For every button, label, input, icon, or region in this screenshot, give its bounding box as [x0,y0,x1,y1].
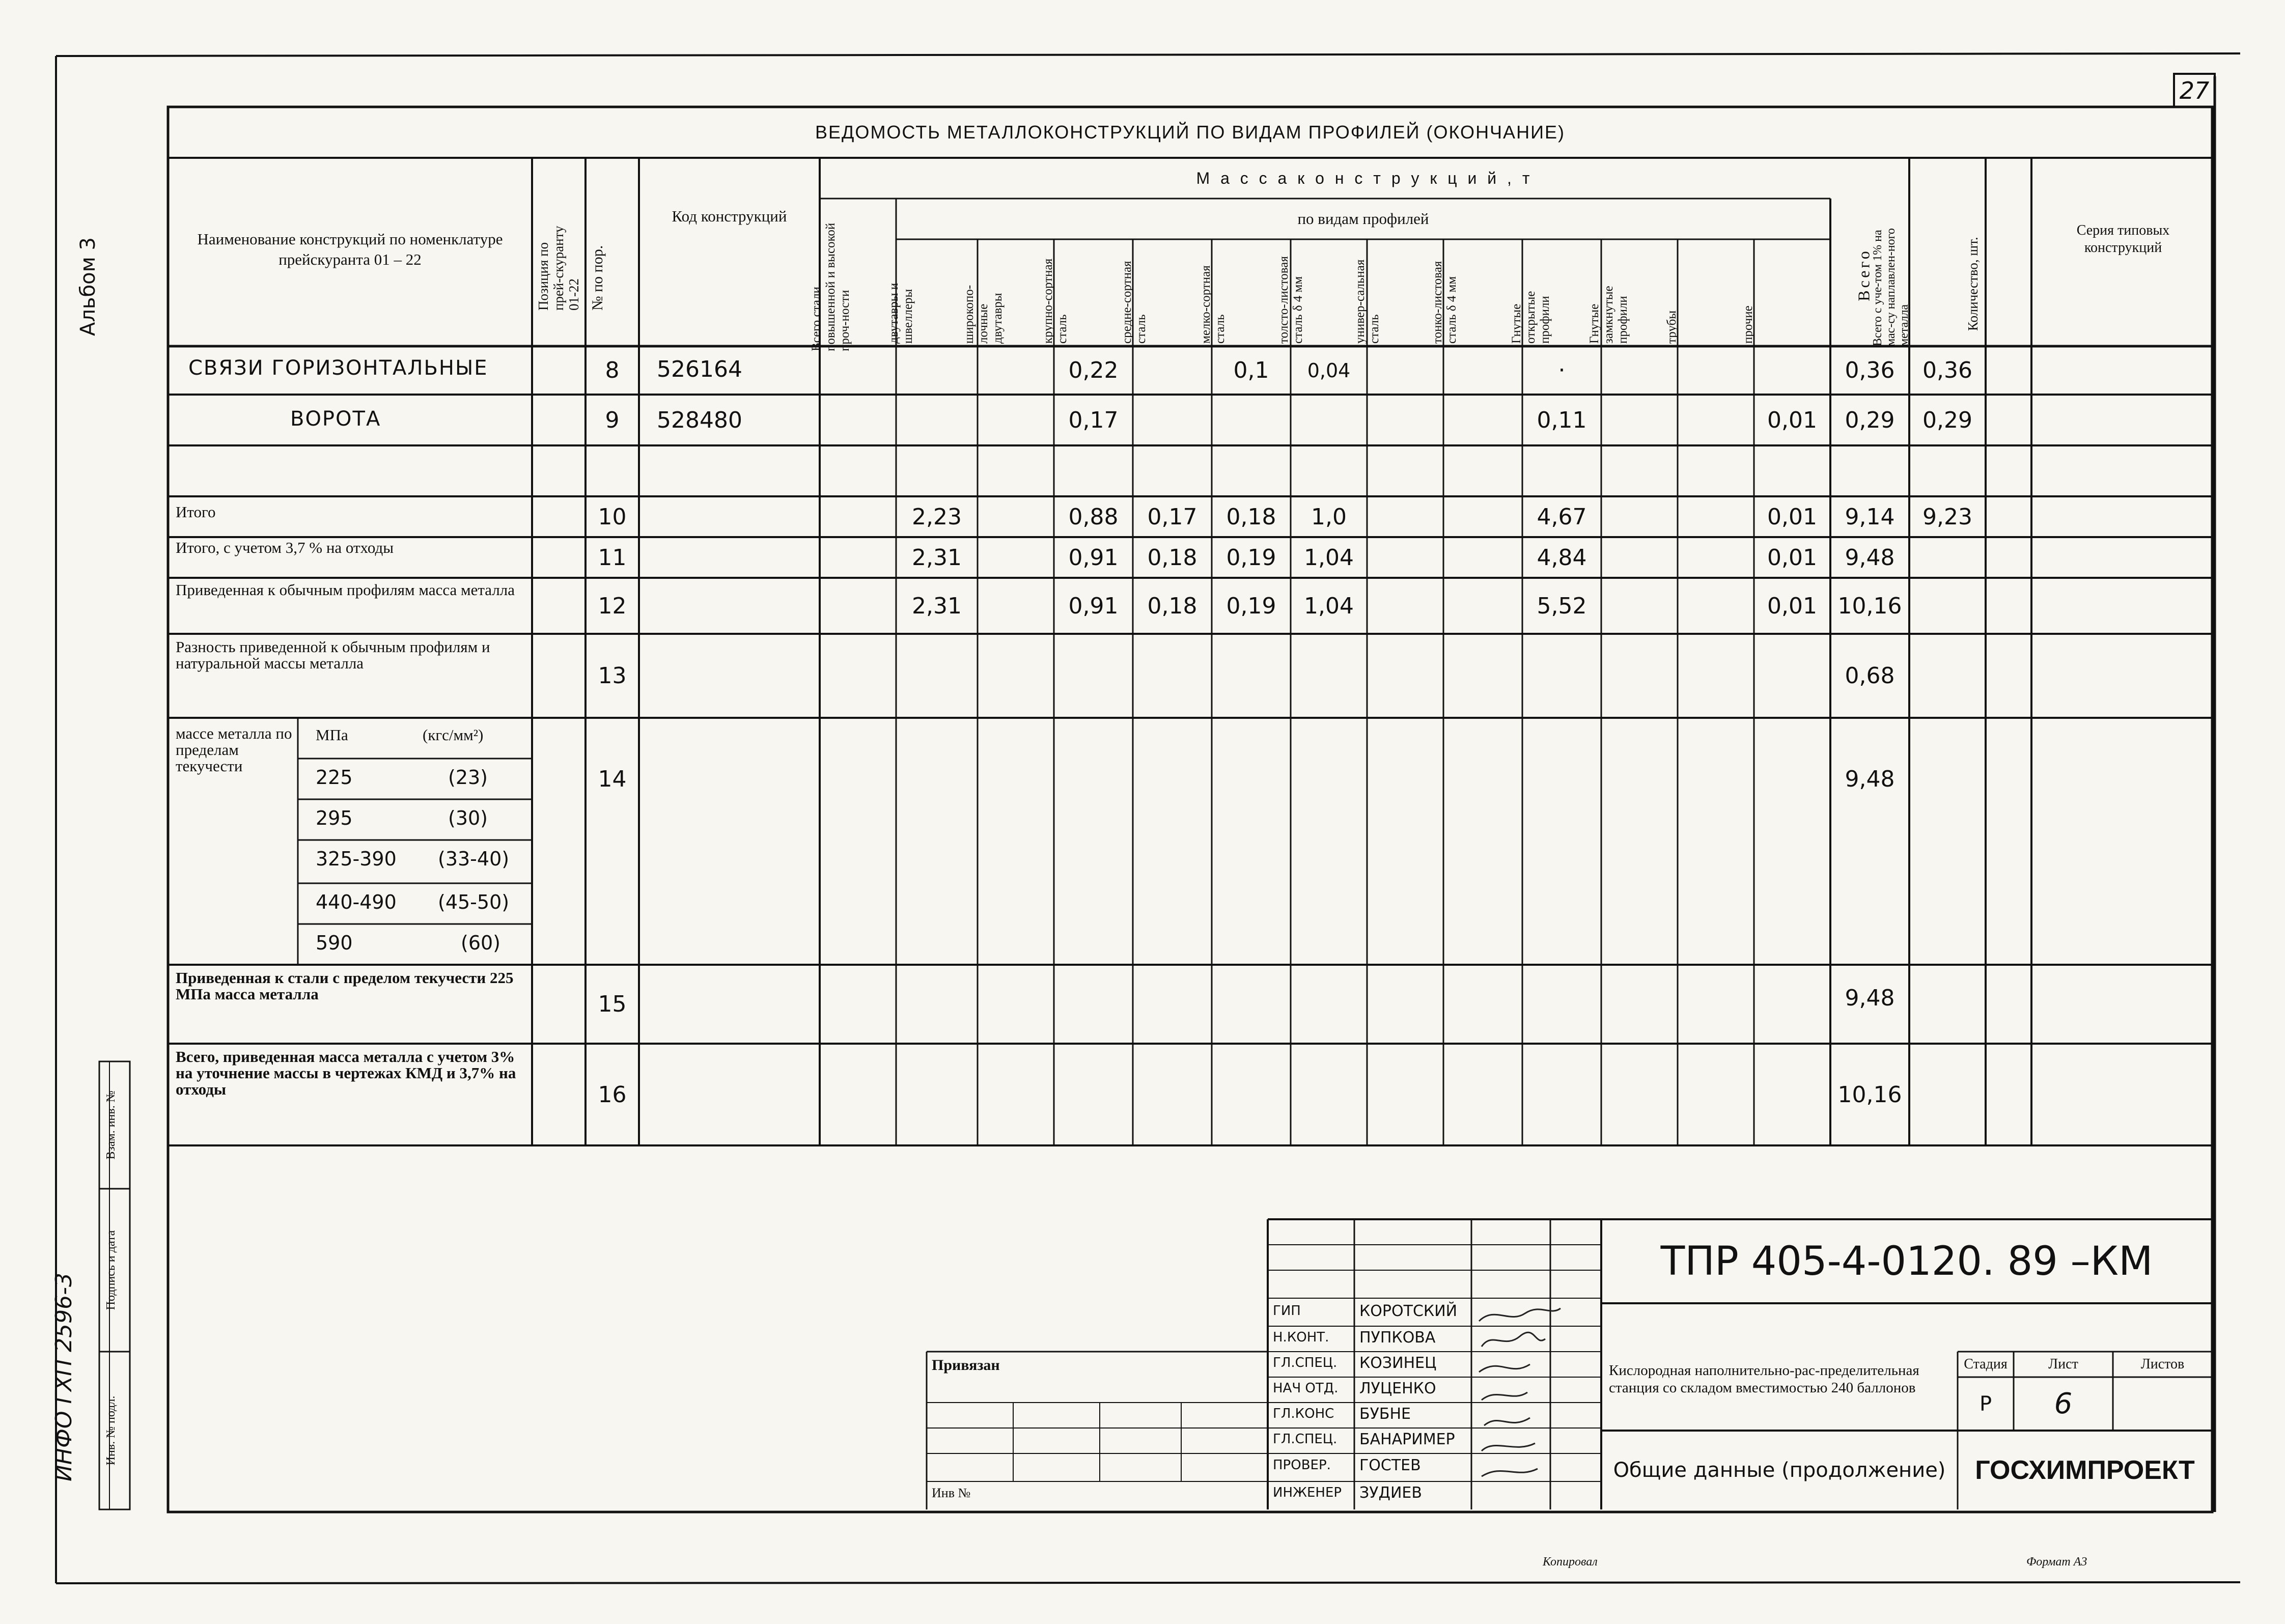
cell-other: 0,01 [1767,544,1817,571]
side-stamp-replace: Взам. инв. № [104,1090,118,1160]
role-label: ИНЖЕНЕР [1273,1485,1342,1500]
cell-total: 9,48 [1845,985,1895,1011]
person-name: БУБНЕ [1359,1405,1411,1423]
cell-total: 0,29 [1845,407,1895,433]
cell-bent-open: 4,84 [1537,544,1587,571]
cell-small: 0,18 [1226,503,1276,530]
cell-total: 10,16 [1837,593,1902,619]
cell-other: 0,01 [1767,593,1817,619]
cell-medium: 0,18 [1147,593,1197,619]
header-order-no: № по пор. [589,245,606,311]
role-label: Н.КОНТ. [1273,1330,1329,1345]
attached-label: Привязан [932,1357,1000,1374]
person-name: ГОСТЕВ [1359,1457,1421,1474]
role-label: ГЛ.СПЕЦ. [1273,1432,1337,1447]
cell-total-excl: 0,29 [1922,407,1972,433]
cell-total: 9,48 [1845,766,1895,792]
role-label: ПРОВЕР. [1273,1458,1331,1473]
header-count: Количество, шт. [1965,237,1981,331]
row-no: 8 [605,357,620,383]
signatures-image [1474,1301,1596,1504]
row-no: 15 [598,991,627,1017]
side-stamp-signature: Подпись и дата [104,1230,118,1310]
row-no: 14 [598,766,627,792]
cell-total: 10,16 [1837,1081,1902,1108]
header-small-section: мелко-сортная сталь [1199,265,1227,344]
cell-total-excl: 9,23 [1922,503,1972,530]
organization-name: ГОСХИМПРОЕКТ [1975,1455,2195,1485]
header-thick-sheet: толсто-листовая сталь δ 4 мм [1277,256,1305,344]
cell-beams: 2,23 [912,503,962,530]
person-name: КОЗИНЕЦ [1359,1354,1437,1372]
header-total: Всего [1854,248,1873,301]
yield-mpa: 440-490 [316,891,397,913]
side-stamp-inv: Инв. № подл. [104,1395,118,1466]
cell-beams: 2,31 [912,544,962,571]
cell-thick: 1,0 [1311,503,1347,530]
cell-other: 0,01 [1767,503,1817,530]
header-wide-flange: широкопо-лочные двутавры [962,285,1005,344]
footer-format: Формат А3 [2026,1555,2087,1569]
doc-code: ТПР 405-4-0120. 89 –КМ [1660,1238,2153,1284]
sheet-value: 6 [2054,1387,2073,1420]
yield-col-kgf: (кгс/мм²) [423,726,484,744]
header-large-section: крупно-сортная сталь [1041,258,1069,344]
sheet-label: Лист [2048,1356,2078,1372]
yield-kgf: (23) [448,766,488,789]
row-name: Итого [176,503,216,521]
cell-total: 0,68 [1845,663,1895,689]
footer-copied: Копировал [1543,1555,1598,1569]
cell-total: 9,14 [1845,503,1895,530]
cell-thick: 1,04 [1304,544,1354,571]
row-name: Всего, приведенная масса металла с учетом 3% на уточнение массы в чертежах КМД и 3,7% на отходы [176,1048,516,1098]
header-total-excl: Всего с уче-том 1% на мас-су наплавлен-ного металла [1871,228,1911,346]
header-thin-sheet: тонко-листовая сталь δ 4 мм [1431,261,1459,344]
header-series: Серия типовых конструкций [2076,222,2170,256]
cell-small: 0,19 [1226,544,1276,571]
cell-large: 0,91 [1068,593,1119,619]
person-name: ЗУДИЕВ [1359,1484,1422,1502]
header-code: Код конструкций [672,207,787,225]
row-no: 9 [605,407,620,433]
row-code: 526164 [657,356,742,382]
cell-bent-open: 5,52 [1537,593,1587,619]
yield-label: массе металла по пределам текучести [176,724,292,775]
cell-bent-open: 4,67 [1537,503,1587,530]
row-name: СВЯЗИ ГОРИЗОНТАЛЬНЫЕ [188,356,488,380]
person-name: ЛУЦЕНКО [1359,1380,1436,1397]
inv-no-label: Инв № [932,1486,971,1500]
person-name: БАНАРИМЕР [1359,1431,1455,1448]
header-by-profiles: по видам профилей [1297,210,1429,228]
cell-total: 9,48 [1845,544,1895,571]
yield-mpa: 295 [316,807,353,829]
header-bent-open: Гнутые открытые профили [1510,291,1552,344]
cell-total-excl: 0,36 [1922,357,1972,383]
header-beams: двутавры и швеллеры [887,283,915,344]
row-no: 16 [598,1081,627,1108]
drawing-title: Общие данные (продолжение) [1613,1458,1946,1482]
album-label: Альбом 3 [76,237,100,336]
cell-other: 0,01 [1767,407,1817,433]
cell-large: 0,91 [1068,544,1119,571]
project-description: Кислородная наполнительно-рас-пределительная станция со складом вместимостью 240 баллонов [1609,1362,1919,1396]
row-name: Приведенная к обычным профилям масса металла [176,581,515,599]
row-code: 528480 [657,407,742,433]
header-universal: универ-сальная сталь [1353,259,1381,344]
cell-beams: 2,31 [912,593,962,619]
role-label: ГЛ.КОНС [1273,1406,1334,1421]
cell-thick: 0,04 [1307,359,1351,382]
row-name: Приведенная к стали с пределом текучести 225 МПа масса металла [176,969,514,1003]
header-other: прочие [1741,305,1755,344]
cell-small: 0,19 [1226,593,1276,619]
sheets-label: Листов [2140,1356,2185,1372]
yield-mpa: 590 [316,932,353,954]
row-name: ВОРОТА [290,407,381,431]
cell-large: 0,17 [1068,407,1119,433]
yield-mpa: 225 [316,766,353,789]
table-title: ВЕДОМОСТЬ МЕТАЛЛОКОНСТРУКЦИЙ ПО ВИДАМ ПРОФИЛЕЙ (ОКОНЧАНИЕ) [815,122,1565,143]
header-mass: М а с с а к о н с т р у к ц и й , т [1196,169,1533,187]
role-label: ГЛ.СПЕЦ. [1273,1355,1337,1370]
stage-value: Р [1979,1392,1992,1416]
header-position: Позиция по прей-скуранту 01-22 [536,226,581,311]
cell-thick: 1,04 [1304,593,1354,619]
role-label: ГИП [1273,1303,1301,1319]
row-no: 12 [598,593,627,619]
sheet-number: 27 [2179,76,2210,104]
cell-bent-open: · [1558,357,1566,383]
stage-label: Стадия [1964,1356,2008,1372]
yield-kgf: (60) [461,932,501,954]
yield-kgf: (30) [448,807,488,829]
cell-medium: 0,17 [1147,503,1197,530]
cell-large: 0,22 [1068,357,1119,383]
row-name: Итого, с учетом 3,7 % на отходы [176,539,394,556]
yield-kgf: (33-40) [438,848,510,870]
header-medium-section: средне-сортная сталь [1120,261,1148,344]
row-name: Разность приведенной к обычным профилям и натуральной массы металла [176,638,490,672]
header-pipes: трубы [1665,310,1679,344]
yield-col-mpa: МПа [316,726,348,744]
cell-bent-open: 0,11 [1537,407,1587,433]
cell-large: 0,88 [1068,503,1119,530]
person-name: ПУПКОВА [1359,1329,1436,1347]
cell-total: 0,36 [1845,357,1895,383]
row-no: 10 [598,503,627,530]
header-high-strength: Всего стали повышенной и высокой проч-ности [810,222,852,351]
cell-medium: 0,18 [1147,544,1197,571]
row-no: 13 [598,663,627,689]
cell-small: 0,1 [1233,357,1269,383]
person-name: КОРОТСКИЙ [1359,1302,1458,1320]
header-bent-closed: Гнутые замкнутые профили [1587,286,1630,344]
row-no: 11 [598,544,627,571]
role-label: НАЧ ОТД. [1273,1381,1339,1396]
header-name: Наименование конструкций по номенклатуре прейскуранта 01 – 22 [197,230,503,268]
yield-mpa: 325-390 [316,848,397,870]
yield-kgf: (45-50) [438,891,510,913]
handwritten-inventory: ИНФО ГХП 2596-3 [51,1272,77,1482]
